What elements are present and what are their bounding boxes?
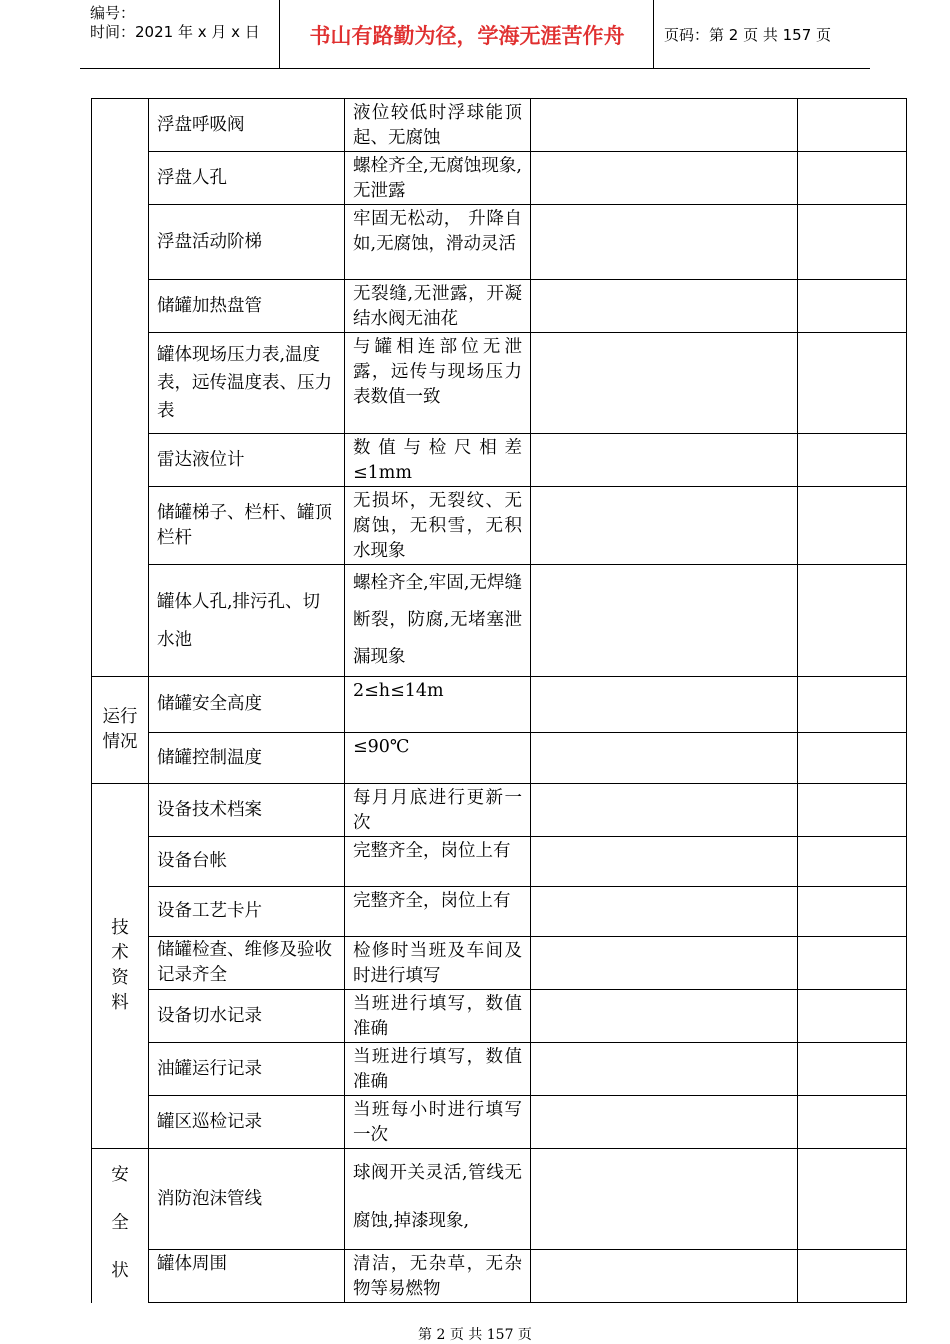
item-cell: 罐区巡检记录 — [149, 1096, 345, 1149]
result-cell — [531, 487, 798, 565]
standard-cell: 当班进行填写，数值准确 — [345, 990, 531, 1043]
remark-cell — [798, 990, 907, 1043]
remark-cell — [798, 733, 907, 784]
remark-cell — [798, 434, 907, 487]
category-text: 状 — [111, 1261, 129, 1281]
category-cell-running — [92, 677, 149, 784]
category-text: 术 — [111, 943, 129, 963]
result-cell — [531, 152, 798, 205]
result-cell — [531, 937, 798, 990]
item-cell: 储罐检查、维修及验收记录齐全 — [149, 937, 345, 990]
result-cell — [531, 1250, 798, 1303]
item-cell: 浮盘呼吸阀 — [149, 99, 345, 152]
category-cell-safety — [92, 1149, 149, 1303]
table-row — [92, 1043, 907, 1096]
result-cell — [531, 280, 798, 333]
result-cell — [531, 99, 798, 152]
category-text: 技 — [111, 918, 129, 938]
result-cell — [531, 333, 798, 434]
header-left — [80, 0, 280, 68]
table-row — [92, 677, 907, 733]
standard-cell: 无裂缝,无泄露，开凝结水阀无油花 — [345, 280, 531, 333]
item-cell: 设备技术档案 — [149, 784, 345, 837]
result-cell — [531, 733, 798, 784]
remark-cell — [798, 152, 907, 205]
table-row — [92, 205, 907, 280]
category-text: 料 — [111, 993, 129, 1013]
remark-cell — [798, 887, 907, 937]
standard-cell: 2≤h≤14m — [345, 677, 531, 733]
result-cell — [531, 1043, 798, 1096]
remark-cell — [798, 565, 907, 677]
remark-cell — [798, 1096, 907, 1149]
item-cell: 罐体现场压力表,温度表，远传温度表、压力表 — [149, 333, 345, 434]
remark-cell — [798, 1043, 907, 1096]
remark-cell — [798, 677, 907, 733]
remark-cell — [798, 99, 907, 152]
standard-cell: 完整齐全，岗位上有 — [345, 837, 531, 887]
standard-cell: ≤90℃ — [345, 733, 531, 784]
table-row — [92, 937, 907, 990]
table-row — [92, 487, 907, 565]
standard-cell: 当班进行填写，数值准确 — [345, 1043, 531, 1096]
standard-cell: 当班每小时进行填写一次 — [345, 1096, 531, 1149]
table-row — [92, 152, 907, 205]
table-row — [92, 1096, 907, 1149]
table-row — [92, 333, 907, 434]
result-cell — [531, 677, 798, 733]
remark-cell — [798, 280, 907, 333]
category-cell-tech — [92, 784, 149, 1149]
table-row — [92, 990, 907, 1043]
remark-cell — [798, 1250, 907, 1303]
item-cell: 浮盘人孔 — [149, 152, 345, 205]
category-text: 情况 — [102, 732, 138, 752]
remark-cell — [798, 333, 907, 434]
table-row — [92, 837, 907, 887]
standard-cell: 与罐相连部位无泄露，远传与现场压力表数值一致 — [345, 333, 531, 434]
result-cell — [531, 565, 798, 677]
header-page-label: 页码：第 2 页 共 157 页 — [664, 25, 832, 44]
remark-cell — [798, 1149, 907, 1250]
remark-cell — [798, 205, 907, 280]
table-row — [92, 1149, 907, 1250]
standard-cell: 螺栓齐全,牢固,无焊缝断裂，防腐,无堵塞泄漏现象 — [345, 565, 531, 677]
item-cell: 设备台帐 — [149, 837, 345, 887]
category-text: 运行 — [102, 707, 138, 727]
standard-cell: 每月月底进行更新一次 — [345, 784, 531, 837]
remark-cell — [798, 784, 907, 837]
header-motto: 书山有路勤为径，学海无涯苦作舟 — [281, 0, 654, 68]
item-cell: 罐体人孔,排污孔、切水池 — [149, 565, 345, 677]
item-cell: 浮盘活动阶梯 — [149, 205, 345, 280]
remark-cell — [798, 837, 907, 887]
table-row — [92, 99, 907, 152]
remark-cell — [798, 487, 907, 565]
table-row — [92, 280, 907, 333]
number-label: 编号： — [90, 4, 136, 22]
date-label: 时间：2021 年 x 月 x 日 — [90, 23, 260, 41]
table-row — [92, 434, 907, 487]
item-cell: 雷达液位计 — [149, 434, 345, 487]
remark-cell — [798, 937, 907, 990]
table-row — [92, 565, 907, 677]
standard-cell: 清洁，无杂草，无杂物等易燃物 — [345, 1250, 531, 1303]
page-footer: 第 2 页 共 157 页 — [418, 1327, 532, 1343]
item-cell: 储罐梯子、栏杆、罐顶栏杆 — [149, 487, 345, 565]
category-text: 全 — [111, 1213, 129, 1233]
item-cell: 储罐控制温度 — [149, 733, 345, 784]
item-cell: 储罐安全高度 — [149, 677, 345, 733]
result-cell — [531, 1149, 798, 1250]
item-cell: 油罐运行记录 — [149, 1043, 345, 1096]
item-cell: 设备切水记录 — [149, 990, 345, 1043]
result-cell — [531, 434, 798, 487]
result-cell — [531, 837, 798, 887]
result-cell — [531, 990, 798, 1043]
table-row — [92, 887, 907, 937]
category-text: 安 — [111, 1165, 129, 1185]
table-row — [92, 1250, 907, 1303]
item-cell: 罐体周围 — [149, 1250, 345, 1303]
category-cell-continued — [92, 99, 149, 677]
result-cell — [531, 887, 798, 937]
standard-cell: 数 值 与 检 尺 相 差≤1mm — [345, 434, 531, 487]
category-text: 资 — [111, 968, 129, 988]
table-row — [92, 784, 907, 837]
result-cell — [531, 205, 798, 280]
standard-cell: 完整齐全，岗位上有 — [345, 887, 531, 937]
standard-cell: 牢固无松动， 升降自如,无腐蚀，滑动灵活 — [345, 205, 531, 280]
standard-cell: 液位较低时浮球能顶起、无腐蚀 — [345, 99, 531, 152]
item-cell: 消防泡沫管线 — [149, 1149, 345, 1250]
result-cell — [531, 784, 798, 837]
item-cell: 储罐加热盘管 — [149, 280, 345, 333]
standard-cell: 检修时当班及车间及时进行填写 — [345, 937, 531, 990]
result-cell — [531, 1096, 798, 1149]
inspection-table — [91, 98, 907, 1303]
standard-cell: 球阀开关灵活,管线无腐蚀,掉漆现象, — [345, 1149, 531, 1250]
item-cell: 设备工艺卡片 — [149, 887, 345, 937]
standard-cell: 无损坏，无裂纹、无腐蚀，无积雪，无积水现象 — [345, 487, 531, 565]
page-header — [80, 0, 870, 69]
standard-cell: 螺栓齐全,无腐蚀现象,无泄露 — [345, 152, 531, 205]
table-row — [92, 733, 907, 784]
